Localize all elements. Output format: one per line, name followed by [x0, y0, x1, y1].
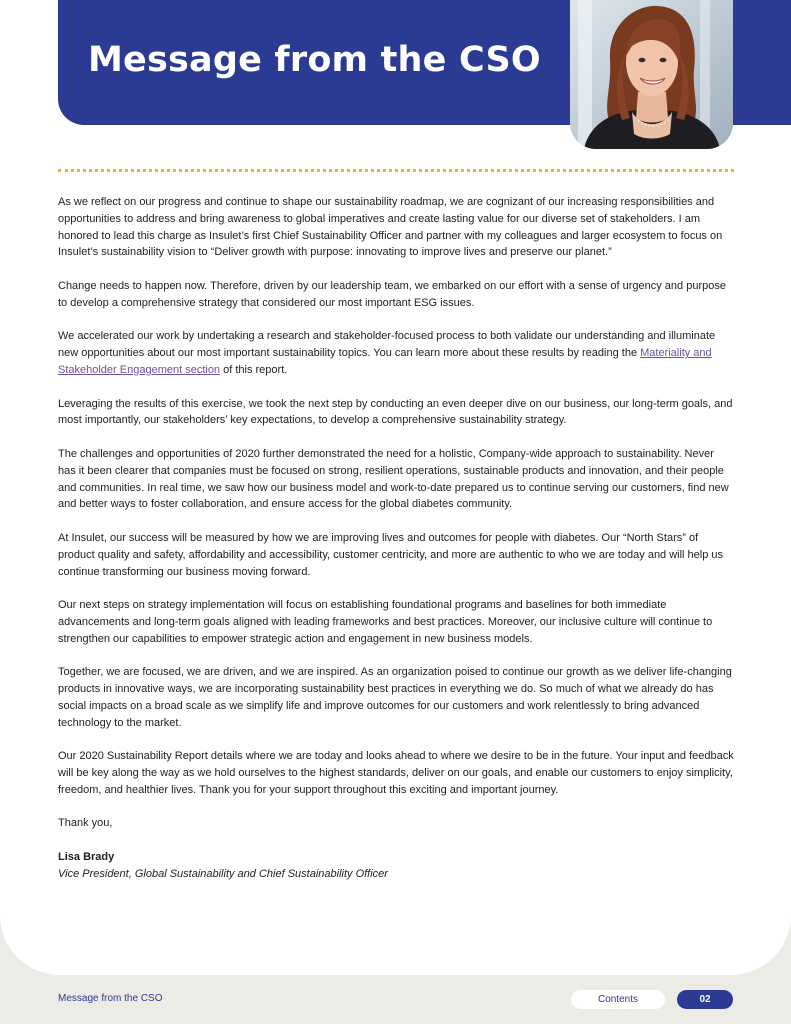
contents-button[interactable]: Contents: [571, 990, 665, 1009]
paragraph-3: [58, 328, 734, 378]
closing-line: Thank you,: [58, 817, 113, 830]
paragraph-1: As we reflect on our progress and continue to shape our sustainability roadmap, we are cognizant of our increasing responsibilities and opportunities to address and bring awareness to global imperatives and create lasting value for our diverse set of stakeholders. I am honored to lead this charge as Insulet’s first Chief Sustainability Officer and partner with my colleagues and larger ecosystem to focus on Insulet’s sustainability vision to “Deliver growth with purpose: innovating to improve lives and preserve our planet.”: [58, 196, 723, 259]
paragraph-3-lead: We accelerated our work by undertaking a research and stakeholder-focused process to both validate our understanding and illuminate new opportunities about our most important sustainability topics. You can learn more about these results by reading the: [58, 330, 716, 360]
paragraph-9: Our 2020 Sustainability Report details where we are today and looks ahead to where we desire to be in the future. Your input and feedback will be key along the way as we hold ourselves to the highest standards, deliver on our goals, and enable our customers to enjoy simplicity, freedom, and healthier lives. Thank you for your support throughout this exciting and important journey.: [58, 750, 734, 796]
paragraph-6: At Insulet, our success will be measured by how we are improving lives and outcomes for people with diabetes. Our “North Stars” of product quality and safety, affordability and accessibility, customer centricity, and more are authentic to who we are today and will help us continue transforming our business moving forward.: [58, 531, 724, 578]
paragraph-8: Together, we are focused, we are driven, and we are inspired. As an organization poised to continue our growth as we deliver life-changing products in innovative ways, we are incorporating sustainability best practices in everything we do. So much of what we already do has social impacts on a broad scale as we simplify life and improve outcomes for our customers and work relentlessly to bring advanced technology to the market.: [58, 666, 732, 729]
portrait-illustration: [570, 0, 733, 149]
paragraph-2: Change needs to happen now. Therefore, driven by our leadership team, we embarked on our effort with a sense of urgency and purpose to develop a comprehensive strategy that considered our most important ESG issues.: [58, 279, 726, 309]
signer-title: Vice President, Global Sustainability and Chief Sustainability Officer: [58, 867, 388, 880]
page-title: Message from the CSO: [88, 40, 541, 80]
paragraph-3-tail: of this report.: [220, 363, 288, 376]
dotted-divider: [58, 169, 734, 172]
letter-body: [58, 194, 734, 899]
portrait-photo: [570, 0, 733, 149]
materiality-section-link[interactable]: Materiality and Stakeholder Engagement section: [58, 347, 712, 376]
page-number-badge: 02: [677, 990, 733, 1009]
footer-section-label: Message from the CSO: [58, 993, 163, 1004]
paragraph-4: Leveraging the results of this exercise, we took the next step by conducting an even deeper dive on our business, our long-term goals, and most importantly, our stakeholders’ key expectations, to develop a comprehensive sustainability strategy.: [58, 397, 733, 427]
paragraph-5: The challenges and opportunities of 2020 further demonstrated the need for a holistic, Company-wide approach to sustainability. Never has it been clearer that companies must be focused on strong, resilient operations, sustainable products and innovation, and their people and communities. In real time, we saw how our business model and work-to-date prepared us to continue serving our customers, find new and better ways to foster collaboration, and ensure access for the global diabetes community.: [58, 447, 729, 511]
paragraph-7: Our next steps on strategy implementation will focus on establishing foundational programs and baselines for both immediate advancements and long-term goals aligned with leading frameworks and best practices. Moreover, our inclusive culture will continue to strengthen our capabilities to empower strategic action and engagement in new business models.: [58, 599, 713, 645]
signer-name: Lisa Brady: [58, 851, 115, 864]
